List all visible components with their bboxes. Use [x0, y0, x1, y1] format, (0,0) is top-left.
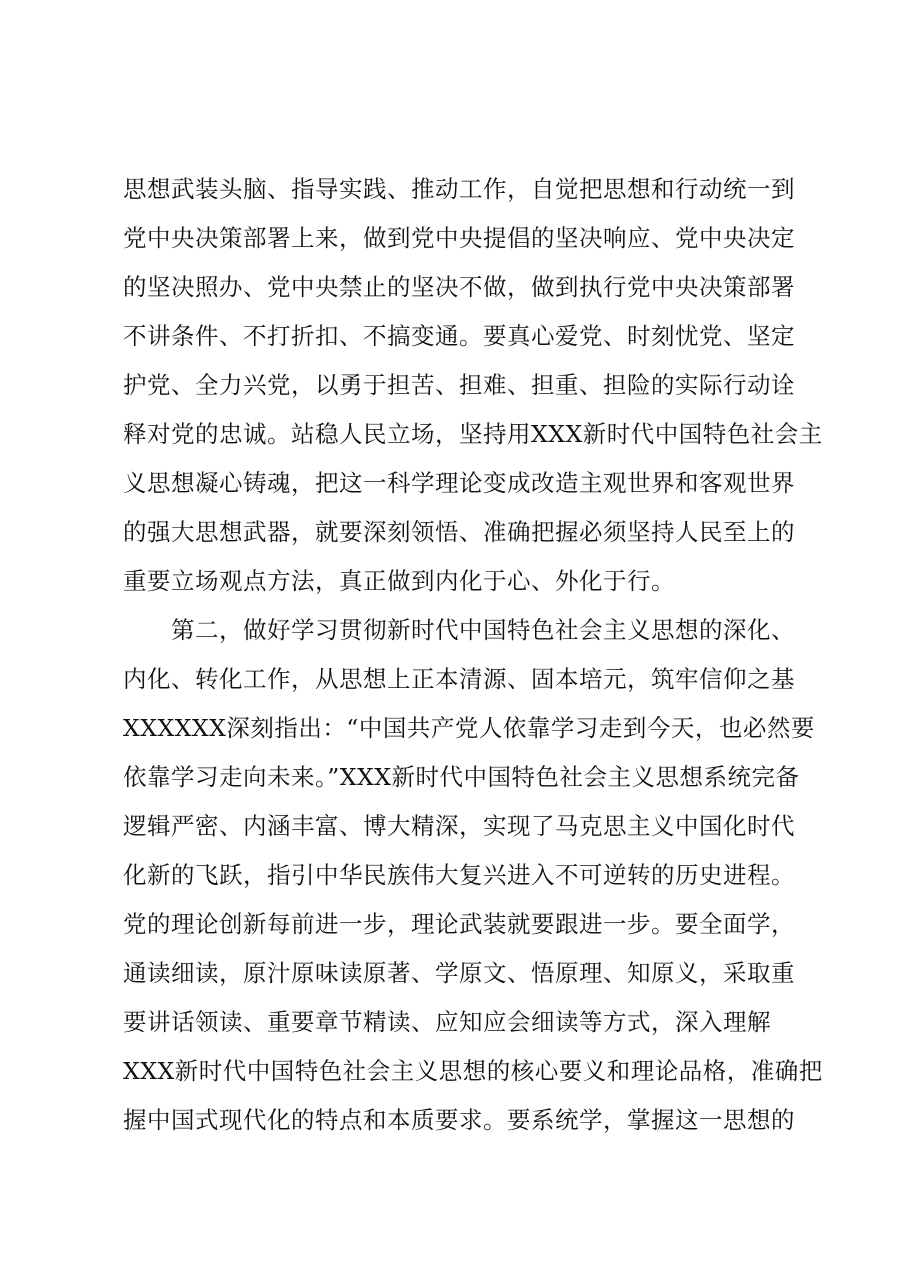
text-line: 护党、全力兴党，以勇于担苦、担难、担重、担险的实际行动诠: [123, 371, 795, 399]
text-line: 不讲条件、不打折扣、不搞变通。要真心爱党、时刻忧党、坚定: [123, 322, 795, 350]
text-line: 党中央决策部署上来，做到党中央提倡的坚决响应、党中央决定: [123, 224, 795, 252]
text-line: 依靠学习走向未来。”XXX新时代中国特色社会主义思想系统完备: [123, 763, 800, 791]
text-line: 逻辑严密、内涵丰富、博大精深，实现了马克思主义中国化时代: [123, 812, 795, 840]
text-line: 释对党的忠诚。站稳人民立场，坚持用XXX新时代中国特色社会主: [123, 420, 823, 448]
text-line: XXX新时代中国特色社会主义思想的核心要义和理论品格，准确把: [123, 1057, 823, 1085]
text-line: 通读细读，原汁原味读原著、学原文、悟原理、知原义，采取重: [123, 959, 795, 987]
text-line: 思想武装头脑、指导实践、推动工作，自觉把思想和行动统一到: [123, 175, 795, 203]
text-line: XXXXXX深刻指出：“中国共产党人依靠学习走到今天，也必然要: [123, 714, 815, 742]
text-line: 的强大思想武器，就要深刻领悟、准确把握必须坚持人民至上的: [123, 518, 795, 546]
document-body: [123, 165, 823, 1145]
text-line: 党的理论创新每前进一步，理论武装就要跟进一步。要全面学，: [123, 910, 795, 938]
text-line: 要讲话领读、重要章节精读、应知应会细读等方式，深入理解: [123, 1008, 771, 1036]
text-line: 握中国式现代化的特点和本质要求。要系统学，掌握这一思想的: [123, 1106, 795, 1134]
text-line: 内化、转化工作，从思想上正本清源、固本培元，筑牢信仰之基: [123, 665, 795, 693]
paragraph-start-line: 第二，做好学习贯彻新时代中国特色社会主义思想的深化、: [123, 616, 795, 644]
text-line: 重要立场观点方法，真正做到内化于心、外化于行。: [123, 567, 675, 595]
text-line: 化新的飞跃，指引中华民族伟大复兴进入不可逆转的历史进程。: [123, 861, 795, 889]
text-line: 义思想凝心铸魂，把这一科学理论变成改造主观世界和客观世界: [123, 469, 795, 497]
text-line: 的坚决照办、党中央禁止的坚决不做，做到执行党中央决策部署: [123, 273, 795, 301]
